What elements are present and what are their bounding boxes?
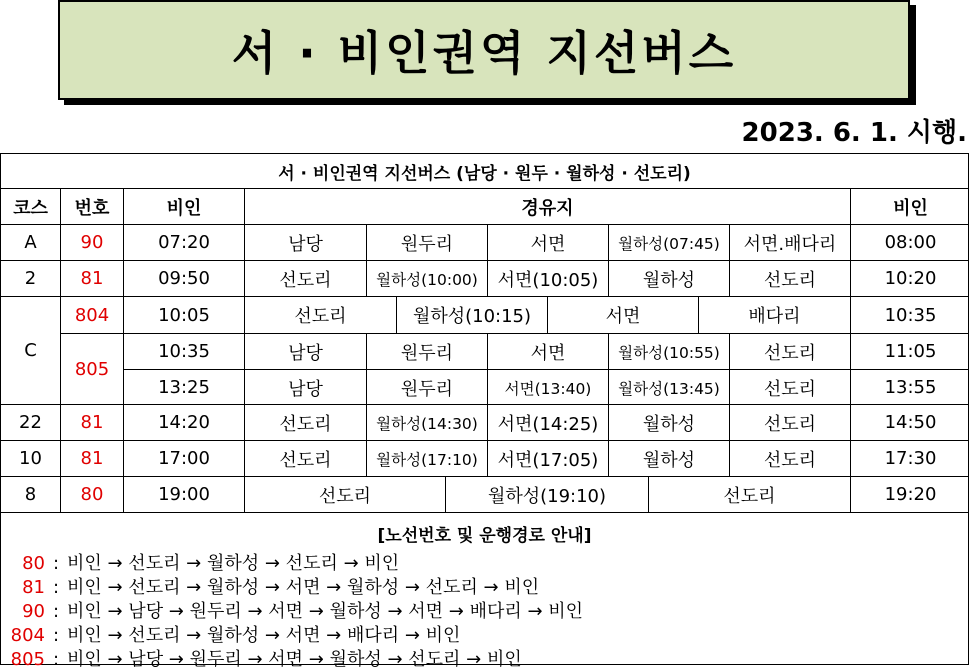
- depart-cell: 07:20: [123, 225, 244, 260]
- stop-cell: 원두리: [366, 334, 487, 369]
- stop-cell: 선도리: [729, 261, 850, 296]
- table-row: [123, 369, 968, 405]
- course-cell: 8: [24, 484, 37, 505]
- route-number: 90: [22, 601, 45, 622]
- number-cell: 80: [60, 477, 123, 512]
- stop-cell: 서면: [547, 297, 698, 333]
- stop-cell: 남당: [244, 370, 366, 405]
- stop-cell: 원두리: [366, 225, 487, 260]
- arrive-cell: 14:50: [850, 405, 970, 440]
- route-info-title: [노선번호 및 운행경로 안내]: [377, 526, 592, 546]
- arrive-cell: 08:00: [850, 225, 970, 260]
- stop-cell: 선도리: [244, 477, 445, 512]
- stop-cell: 서면: [487, 334, 608, 369]
- route-line: 805 : 비인 → 남당 → 원두리 → 서면 → 월하성 → 선도리 → 비인: [1, 645, 522, 671]
- depart-cell: 10:35: [123, 334, 244, 369]
- header-course: 코스: [13, 197, 48, 219]
- route-line: 804 : 비인 → 선도리 → 월하성 → 서면 → 배다리 → 비인: [1, 621, 460, 647]
- course-cell: 2: [24, 268, 37, 289]
- stop-cell: 월하성: [608, 441, 729, 476]
- stop-cell: 원두리: [366, 370, 487, 405]
- stop-cell: 서면.배다리: [729, 225, 850, 260]
- stop-cell: 월하성(13:45): [608, 370, 729, 405]
- course-cell: A: [24, 232, 37, 253]
- header-arrive: 비인: [850, 189, 970, 224]
- arrive-cell: 17:30: [850, 441, 970, 476]
- stop-cell: 선도리: [729, 370, 850, 405]
- stop-cell: 선도리: [244, 441, 366, 476]
- stop-cell: 선도리: [244, 297, 396, 333]
- title-banner: [58, 0, 910, 100]
- number-cell: 90: [60, 225, 123, 260]
- stop-cell: 월하성: [608, 405, 729, 440]
- stop-cell: 월하성(19:10): [445, 477, 648, 512]
- stop-cell: 서면: [487, 225, 608, 260]
- header-depart: 비인: [123, 189, 244, 224]
- route-info: [1, 512, 968, 670]
- arrive-cell: 19:20: [850, 477, 970, 512]
- stop-cell: 선도리: [244, 405, 366, 440]
- route-line: 80 : 비인 → 선도리 → 월하성 → 선도리 → 비인: [1, 549, 399, 575]
- header-via: 경유지: [244, 189, 850, 224]
- stop-cell: 월하성(17:10): [366, 441, 487, 476]
- course-cell: 10: [19, 448, 42, 469]
- depart-cell: 09:50: [123, 261, 244, 296]
- table-row: [1, 260, 968, 296]
- stop-cell: 서면(17:05): [487, 441, 608, 476]
- page-title: 서 · 비인권역 지선버스: [231, 26, 737, 80]
- stop-cell: 선도리: [729, 334, 850, 369]
- depart-cell: 19:00: [123, 477, 244, 512]
- stop-cell: 월하성(07:45): [608, 225, 729, 260]
- route-path: 비인 → 선도리 → 월하성 → 서면 → 월하성 → 선도리 → 비인: [67, 577, 540, 598]
- number-cell: 81: [60, 405, 123, 440]
- route-number: 805: [10, 649, 45, 670]
- table-row: [123, 297, 968, 333]
- table-row: [1, 440, 968, 476]
- stop-cell: 선도리: [244, 261, 366, 296]
- stop-cell: 서면(14:25): [487, 405, 608, 440]
- stop-cell: 월하성(10:00): [366, 261, 487, 296]
- depart-cell: 10:05: [123, 297, 244, 333]
- number-cell: 81: [60, 441, 123, 476]
- arrive-cell: 11:05: [850, 334, 970, 369]
- table-row: [1, 476, 968, 512]
- header-number: 번호: [60, 189, 123, 224]
- arrive-cell: 10:35: [850, 297, 970, 333]
- route-path: 비인 → 선도리 → 월하성 → 서면 → 배다리 → 비인: [67, 625, 461, 646]
- timetable: [0, 153, 969, 670]
- table-row: [123, 333, 968, 369]
- route-line: 90 : 비인 → 남당 → 원두리 → 서면 → 월하성 → 서면 → 배다리 → 비인: [1, 597, 583, 623]
- course-cell: C: [24, 340, 37, 361]
- route-line: 81 : 비인 → 선도리 → 월하성 → 서면 → 월하성 → 선도리 → 비인: [1, 573, 539, 599]
- number-cell: 804: [60, 297, 123, 333]
- table-row: [1, 224, 968, 260]
- arrive-cell: 13:55: [850, 370, 970, 405]
- stop-cell: 선도리: [729, 441, 850, 476]
- number-cell: 805: [60, 333, 123, 404]
- depart-cell: 14:20: [123, 405, 244, 440]
- stop-cell: 월하성(10:15): [396, 297, 547, 333]
- stop-cell: 월하성(14:30): [366, 405, 487, 440]
- depart-cell: 17:00: [123, 441, 244, 476]
- route-path: 비인 → 남당 → 원두리 → 서면 → 월하성 → 서면 → 배다리 → 비인: [67, 601, 584, 622]
- stop-cell: 남당: [244, 225, 366, 260]
- course-cell: 22: [19, 412, 42, 433]
- route-number: 80: [22, 553, 45, 574]
- stop-cell: 선도리: [648, 477, 850, 512]
- route-number: 81: [22, 577, 45, 598]
- stop-cell: 서면(10:05): [487, 261, 608, 296]
- number-cell: 81: [60, 261, 123, 296]
- depart-cell: 13:25: [123, 370, 244, 405]
- route-path: 비인 → 남당 → 원두리 → 서면 → 월하성 → 선도리 → 비인: [67, 649, 522, 670]
- table-row: [1, 404, 968, 440]
- stop-cell: 남당: [244, 334, 366, 369]
- stop-cell: 서면(13:40): [487, 370, 608, 405]
- route-number: 804: [10, 625, 45, 646]
- arrive-cell: 10:20: [850, 261, 970, 296]
- stop-cell: 선도리: [729, 405, 850, 440]
- table-caption: 서 · 비인권역 지선버스 (남당 · 원두 · 월하성 · 선도리): [278, 163, 691, 184]
- course-c-group: [1, 296, 968, 404]
- effective-date: 2023. 6. 1. 시행.: [741, 118, 967, 148]
- table-header-row: [1, 188, 968, 224]
- stop-cell: 배다리: [698, 297, 850, 333]
- route-path: 비인 → 선도리 → 월하성 → 선도리 → 비인: [67, 553, 400, 574]
- stop-cell: 월하성(10:55): [608, 334, 729, 369]
- stop-cell: 월하성: [608, 261, 729, 296]
